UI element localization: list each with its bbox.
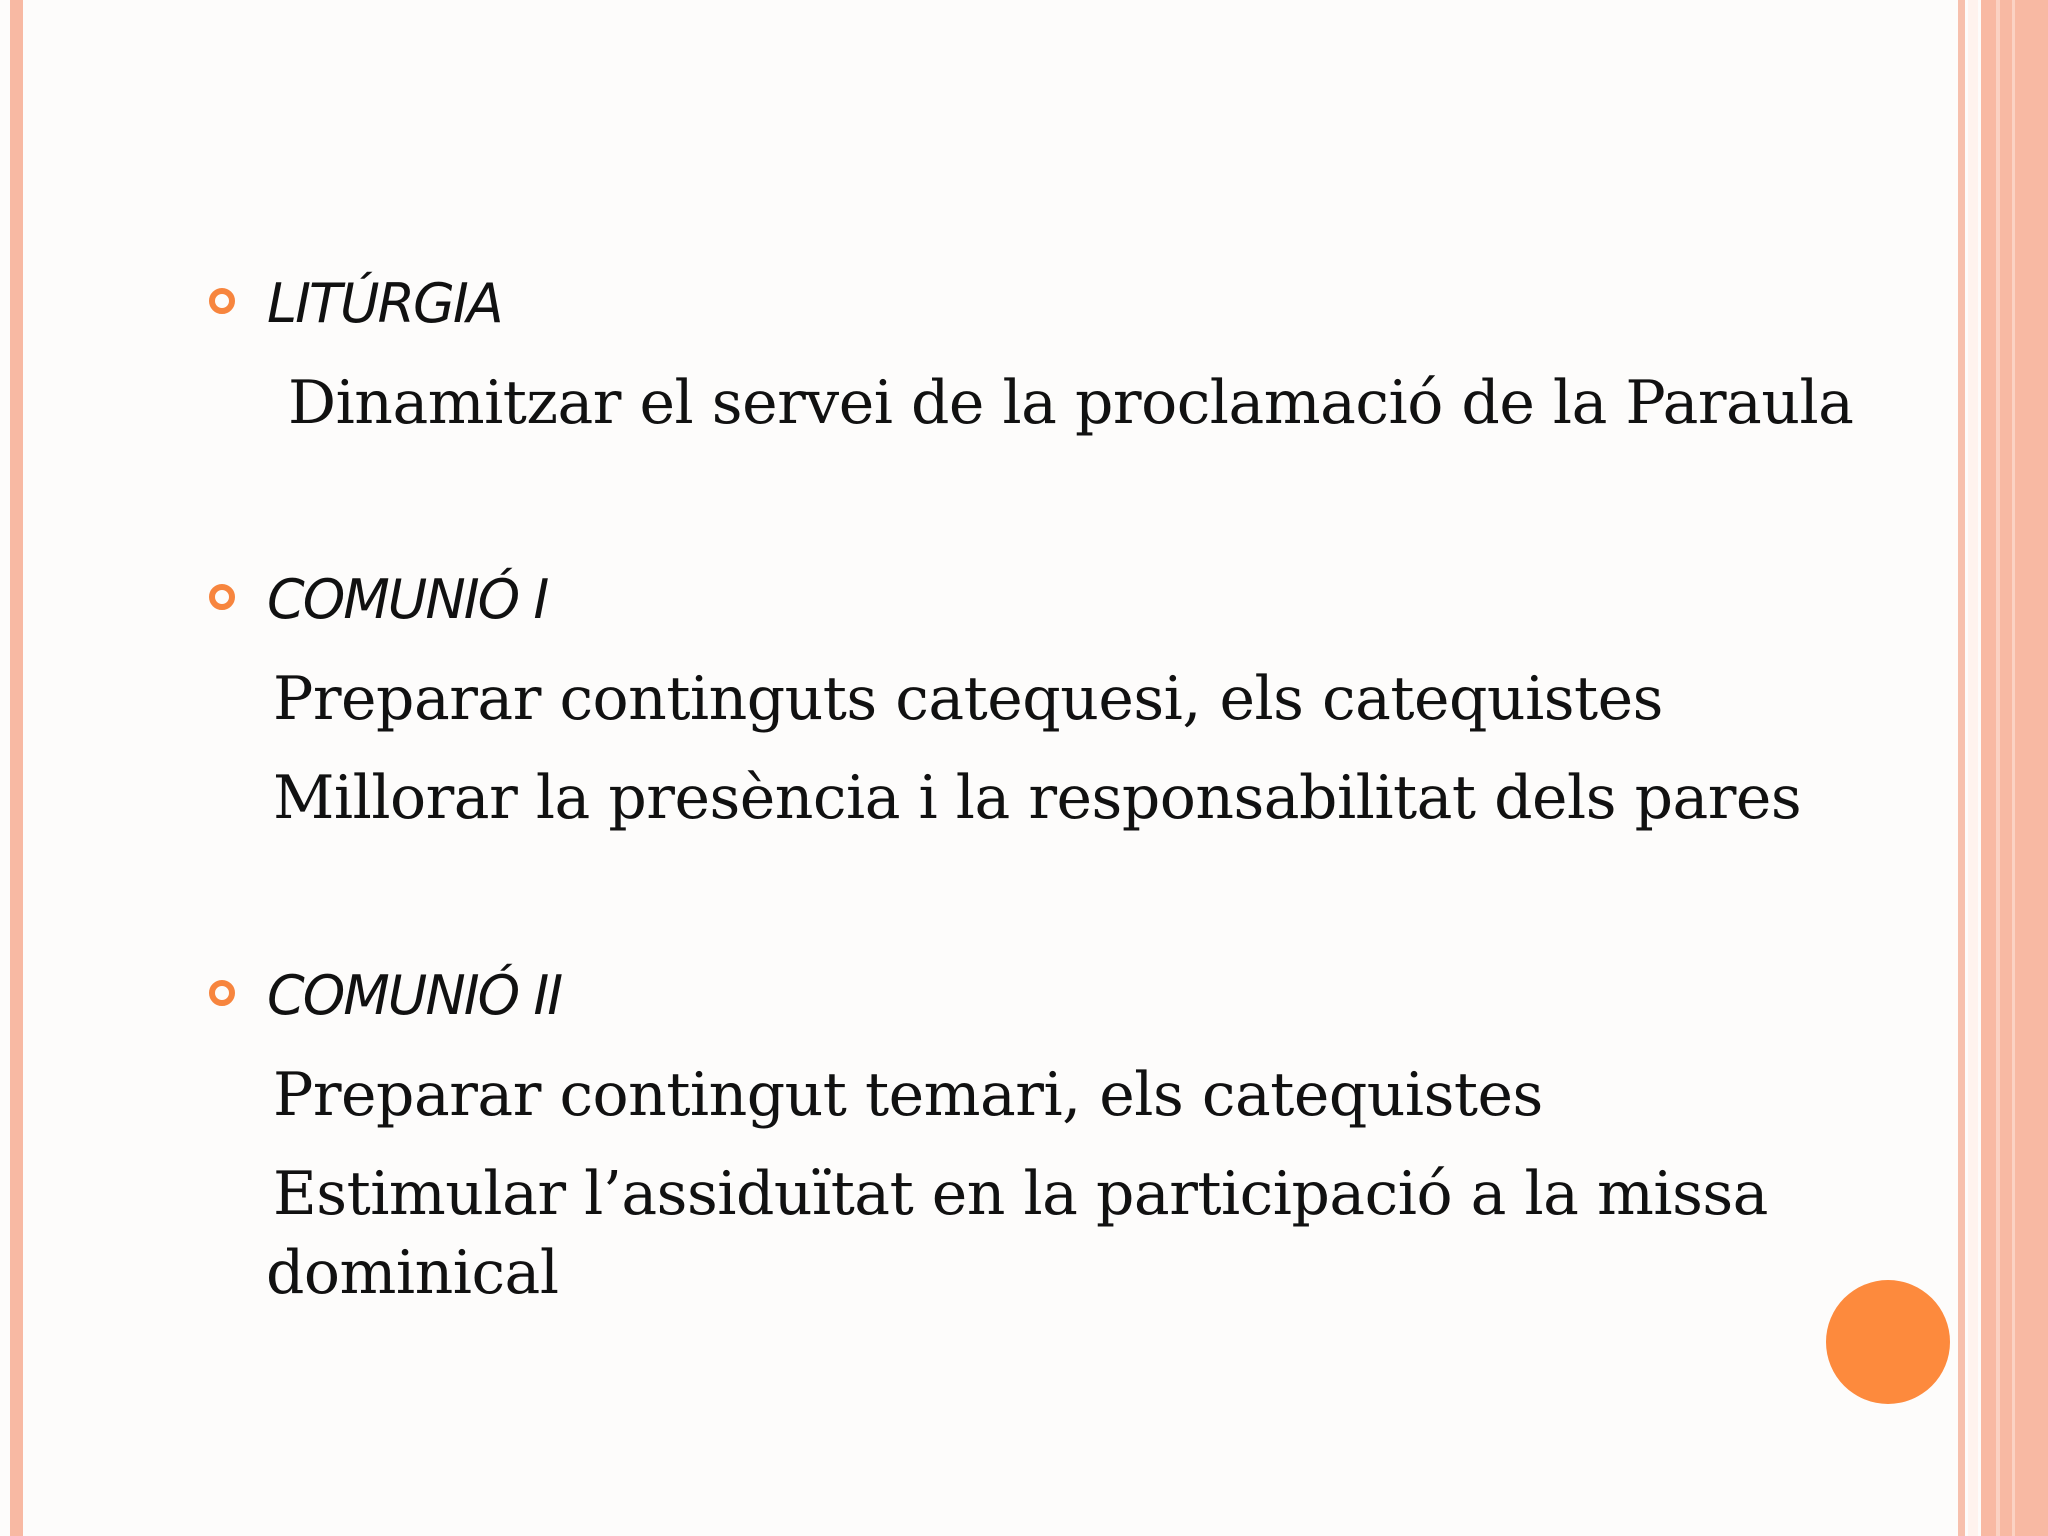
body-line: Estimular l’assiduïtat en la participació a la missa xyxy=(273,1159,1768,1229)
body-line: Millorar la presència i la responsabilitat dels pares xyxy=(273,763,1802,833)
heading-comunio-1: COMUNIÓ I xyxy=(267,568,548,631)
heading-liturgia: LITÚRGIA xyxy=(267,272,502,335)
bullet-ring-icon xyxy=(209,584,235,610)
orange-circle-decoration xyxy=(1826,1280,1950,1404)
right-border-stripe-1 xyxy=(1958,0,1965,1536)
bullet-ring-icon xyxy=(209,980,235,1006)
bullet-ring-icon xyxy=(209,288,235,314)
right-border-gap xyxy=(1968,0,1978,1536)
body-line: Preparar continguts catequesi, els catequistes xyxy=(273,664,1663,734)
body-line: dominical xyxy=(266,1238,559,1308)
right-border-line-1 xyxy=(1996,0,2000,1536)
left-border-stripe xyxy=(10,0,23,1536)
body-line: Preparar contingut temari, els catequistes xyxy=(273,1060,1543,1130)
heading-comunio-2: COMUNIÓ II xyxy=(267,964,562,1027)
body-line: Dinamitzar el servei de la proclamació de la Paraula xyxy=(288,368,1854,438)
right-border-line-2 xyxy=(2012,0,2015,1536)
